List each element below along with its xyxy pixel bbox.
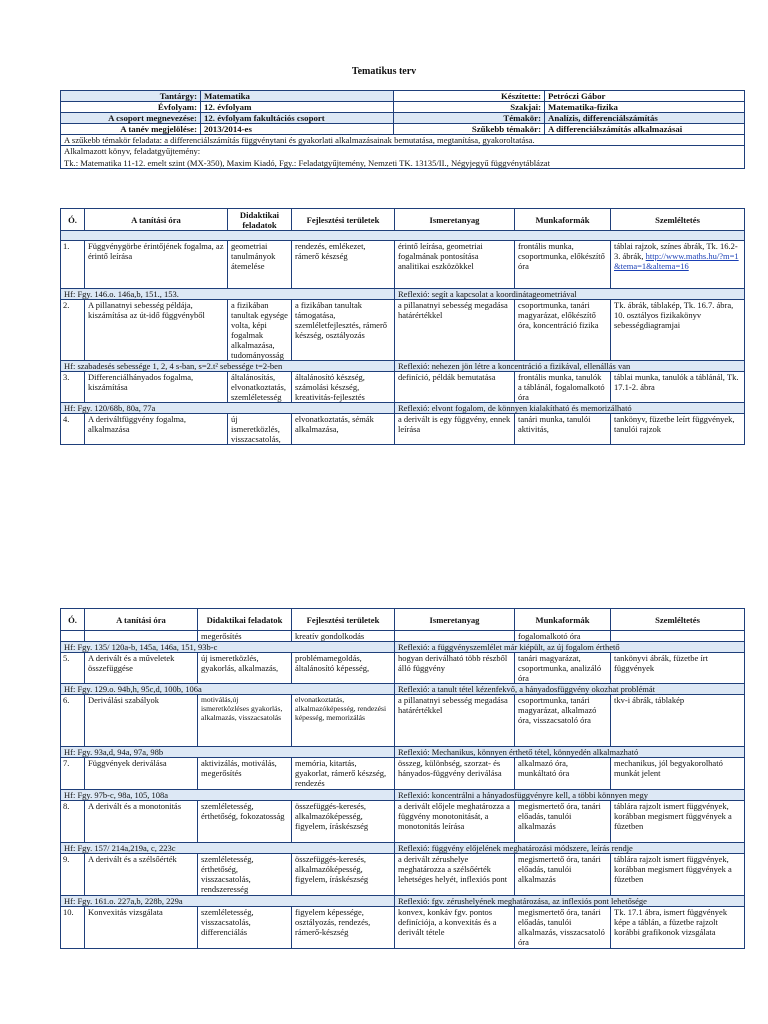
didactic-tasks: motiválás,új ismeretközléses gyakorlás, alkalmazás, visszacsatolás xyxy=(198,695,292,747)
lesson-number: 4. xyxy=(61,414,85,445)
homework-row xyxy=(61,684,745,695)
lesson-topic: A derivált és a szélsőérték xyxy=(85,854,198,896)
meta-row xyxy=(61,113,745,124)
knowledge xyxy=(395,631,515,642)
lesson-number: 10. xyxy=(61,907,85,949)
didactic-tasks: új ismeretközlés, gyakorlás, alkalmazás, xyxy=(198,653,292,684)
header-knowledge: Ismeretanyag xyxy=(395,609,515,631)
lesson-topic: A pillanatnyi sebesség példája, kiszámítása az út-idő függvényből xyxy=(85,300,228,361)
header-didactic: Didaktikai feladatok xyxy=(228,209,292,231)
reflection: Reflexió: a tanult tétel kézenfekvő, a hányadosfüggvény okozhat problémát xyxy=(395,684,745,695)
spacer-row xyxy=(61,231,745,241)
visualization-text: táblai rajzok, színes ábrák, Tk. 16.2-3. ábrák, xyxy=(614,241,738,261)
lesson-number: 7. xyxy=(61,758,85,790)
header-visualization: Szemléltetés xyxy=(611,209,745,231)
meta-label: Készítette: xyxy=(394,91,545,102)
meta-label: Témakör: xyxy=(394,113,545,124)
work-forms: csoportmunka, tanári magyarázat, alkalmazó óra, visszacsatoló óra xyxy=(515,695,611,747)
knowledge: érintő leírása, geometriai fogalmának pontosítása analitikai eszközökkel xyxy=(395,241,515,289)
meta-value: Analízis, differenciálszámítás xyxy=(545,113,745,124)
visualization: tankönyvi ábrák, füzetbe írt függvények xyxy=(611,653,745,684)
didactic-tasks: aktivizálás, motiválás, megerősítés xyxy=(198,758,292,790)
homework: Hf: Fgy. 157/ 214a,219a, c, 223c xyxy=(61,843,395,854)
development-areas: összefüggés-keresés, alkalmazóképesség, figyelem, íráskészség xyxy=(292,854,395,896)
meta-label: Tantárgy: xyxy=(61,91,201,102)
reflection: Reflexió: koncentrálni a hányadosfüggvényre kell, a többi könnyen megy xyxy=(395,790,745,801)
lesson-plan-table-2 xyxy=(60,608,745,949)
lesson-number xyxy=(61,631,85,642)
visualization: Tk. ábrák, táblakép, Tk. 16.7. ábra, 10. osztályos fizikakönyv sebességdiagramjai xyxy=(611,300,745,361)
knowledge: hogyan deriválható több részből álló függvény xyxy=(395,653,515,684)
header-row xyxy=(61,209,745,231)
header-development: Fejlesztési területek xyxy=(292,209,395,231)
development-areas: a fizikában tanultak támogatása, szemléletfejlesztés, rámerő készség, osztályozás xyxy=(292,300,395,361)
knowledge: definíció, példák bemutatása xyxy=(395,372,515,403)
lesson-topic: Deriválási szabályok xyxy=(85,695,198,747)
lesson-row xyxy=(61,414,745,445)
lesson-row xyxy=(61,907,745,949)
development-areas: kreatív gondolkodás xyxy=(292,631,395,642)
knowledge: összeg, különbség, szorzat- és hányados-függvény deriválása xyxy=(395,758,515,790)
lesson-row xyxy=(61,854,745,896)
visualization: táblára rajzolt ismert függvények, korábban megismert függvények a füzetben xyxy=(611,854,745,896)
lesson-row-continued xyxy=(61,631,745,642)
lesson-number: 6. xyxy=(61,695,85,747)
homework-row xyxy=(61,403,745,414)
lesson-row xyxy=(61,758,745,790)
lesson-number: 9. xyxy=(61,854,85,896)
visualization: táblai munka, tanulók a táblánál, Tk. 17.1-2. ábra xyxy=(611,372,745,403)
homework-row xyxy=(61,747,745,758)
visualization: mechanikus, jól begyakorolható munkát jelent xyxy=(611,758,745,790)
work-forms: megismertető óra, tanári előadás, tanulói alkalmazás xyxy=(515,854,611,896)
meta-label: Szakjai: xyxy=(394,102,545,113)
meta-row xyxy=(61,102,745,113)
meta-label: Évfolyam: xyxy=(61,102,201,113)
lesson-number: 5. xyxy=(61,653,85,684)
visualization: táblára rajzolt ismert függvények, korábban megismert függvények a füzetben xyxy=(611,801,745,843)
books-list: Tk.: Matematika 11-12. emelt szint (MX-350), Maxim Kiadó, Fgy.: Feladatgyűjtemény, Nemzeti TK. 13135/II., Négyjegyű függvénytáblázat xyxy=(64,158,550,168)
development-areas: memória, kitartás, gyakorlat, rámerő készség, rendezés xyxy=(292,758,395,790)
lesson-topic xyxy=(85,631,198,642)
lesson-row xyxy=(61,801,745,843)
development-areas: elvonatkoztatás, sémák alkalmazása, xyxy=(292,414,395,445)
didactic-tasks: új ismeretközlés, visszacsatolás, xyxy=(228,414,292,445)
didactic-tasks: megerősítés xyxy=(198,631,292,642)
books-cell xyxy=(61,146,745,169)
homework: Hf: szabadesés sebessége 1, 2, 4 s-ban, s=2.t² sebessége t=2-ben xyxy=(61,361,395,372)
meta-note-row xyxy=(61,135,745,146)
didactic-tasks: szemléletesség, érthetőség, visszacsatolás, rendszeresség xyxy=(198,854,292,896)
knowledge: konvex, konkáv fgv. pontos definíciója, a konvexitás és a derivált tétele xyxy=(395,907,515,949)
lesson-topic: Függvények deriválása xyxy=(85,758,198,790)
maths-link[interactable]: http://www.maths.hu/?m=1&tema=1&altema=16 xyxy=(614,251,739,271)
lesson-topic: Függvénygörbe érintőjének fogalma, az érintő leírása xyxy=(85,241,228,289)
meta-value: A differenciálszámítás alkalmazásai xyxy=(545,124,745,135)
reflection: Reflexió: a függvényszemlélet már kiépült, az új fogalom érthető xyxy=(395,642,745,653)
knowledge: a pillanatnyi sebesség megadása határértékkel xyxy=(395,695,515,747)
lesson-row xyxy=(61,372,745,403)
work-forms: frontális munka, tanulók a táblánál, fogalomalkotó óra xyxy=(515,372,611,403)
development-areas: problémamegoldás, általánosító képesség, xyxy=(292,653,395,684)
document-title: Tematikus terv xyxy=(351,66,417,77)
homework: Hf: Fgy. 93a,d, 94a, 97a, 98b xyxy=(61,747,395,758)
lesson-topic: A derivált és a monotonitás xyxy=(85,801,198,843)
didactic-tasks: szemléletesség, érthetőség, fokozatosság xyxy=(198,801,292,843)
reflection: Reflexió: nehezen jön létre a koncentráció a fizikával, ellenállás van xyxy=(395,361,745,372)
meta-value: Petróczi Gábor xyxy=(545,91,745,102)
reflection: Reflexió: fgv. zérushelyének meghatározása, az inflexiós pont lehetősége xyxy=(395,896,745,907)
header-knowledge: Ismeretanyag xyxy=(395,209,515,231)
work-forms: csoportmunka, tanári magyarázat, előkészítő óra, koncentráció fizika xyxy=(515,300,611,361)
header-row xyxy=(61,609,745,631)
work-forms: fogalomalkotó óra xyxy=(515,631,611,642)
didactic-tasks: geometriai tanulmányok átemelése xyxy=(228,241,292,289)
knowledge: a derivált is egy függvény, ennek leírása xyxy=(395,414,515,445)
homework: Hf: Fgy. 97b-c, 98a, 105, 108a xyxy=(61,790,395,801)
meta-value: Matematika xyxy=(201,91,394,102)
work-forms: alkalmazó óra, munkáltató óra xyxy=(515,758,611,790)
development-areas: elvonatkoztatás, alkalmazóképesség, rendezési képesség, memorizálás xyxy=(292,695,395,747)
development-areas: általánosító készség, számolási készség, kreativitás-fejlesztés xyxy=(292,372,395,403)
homework-row xyxy=(61,790,745,801)
homework-row xyxy=(61,843,745,854)
knowledge: a derivált előjele meghatározza a függvény monotonitását, a monotonitás leírása xyxy=(395,801,515,843)
homework: Hf: Fgy. 135/ 120a-b, 145a, 146a, 151, 93b-c xyxy=(61,642,395,653)
header-visualization: Szemléltetés xyxy=(611,609,745,631)
header-workforms: Munkaformák xyxy=(515,209,611,231)
didactic-tasks: szemléletesség, visszacsatolás, differenciálás xyxy=(198,907,292,949)
visualization: tkv-i ábrák, táblakép xyxy=(611,695,745,747)
reflection: Reflexió: segít a kapcsolat a koordinátageometriával xyxy=(395,289,745,300)
lesson-topic: A derivált és a műveletek összefüggése xyxy=(85,653,198,684)
meta-value: 2013/2014-es xyxy=(201,124,394,135)
reflection: Reflexió: függvény előjelének meghatározási módszere, leírás rendje xyxy=(395,843,745,854)
books-label: Alkalmazott könyv, feladatgyűjtemény: xyxy=(64,146,201,156)
development-areas: összefüggés-keresés, alkalmazóképesség, figyelem, íráskészség xyxy=(292,801,395,843)
spacer-cell xyxy=(61,231,745,241)
lesson-number: 8. xyxy=(61,801,85,843)
development-areas: figyelem képessége, osztályozás, rendezés, rámerő-készség xyxy=(292,907,395,949)
task-description: A szűkebb témakör feladata: a differenciálszámítás függvénytani és gyakorlati alkalmazásainak bemutatása, megtanítása, gyakoroltatása. xyxy=(61,135,745,146)
work-forms: frontális munka, csoportmunka, előkészítő óra xyxy=(515,241,611,289)
meta-note-row xyxy=(61,146,745,169)
work-forms: megismertető óra, tanári előadás, tanulói alkalmazás xyxy=(515,801,611,843)
header-lesson: A tanítási óra xyxy=(85,609,198,631)
meta-value: 12. évfolyam xyxy=(201,102,394,113)
homework-row xyxy=(61,896,745,907)
meta-label: A tanév megjelölése: xyxy=(61,124,201,135)
work-forms: tanári magyarázat, csoportmunka, analizáló óra xyxy=(515,653,611,684)
homework-row xyxy=(61,642,745,653)
header-workforms: Munkaformák xyxy=(515,609,611,631)
header-development: Fejlesztési területek xyxy=(292,609,395,631)
homework: Hf: Fgy. 161.o. 227a,b, 228b, 229a xyxy=(61,896,395,907)
meta-label: Szűkebb témakör: xyxy=(394,124,545,135)
lesson-topic: Konvexitás vizsgálata xyxy=(85,907,198,949)
lesson-topic: A deriváltfüggvény fogalma, alkalmazása xyxy=(85,414,228,445)
homework: Hf: Fgy. 120/68b, 80a, 77a xyxy=(61,403,395,414)
header-num: Ó. xyxy=(61,609,85,631)
homework: Hf: Fgy. 146.o. 146a,b, 151., 153. xyxy=(61,289,395,300)
lesson-row xyxy=(61,300,745,361)
knowledge: a pillanatnyi sebesség megadása határértékkel xyxy=(395,300,515,361)
lesson-row xyxy=(61,695,745,747)
lesson-number: 3. xyxy=(61,372,85,403)
homework: Hf: Fgy. 129.o. 94b,h, 95c,d, 100b, 106a xyxy=(61,684,395,695)
visualization xyxy=(611,241,745,289)
meta-value: Matematika-fizika xyxy=(545,102,745,113)
header-didactic: Didaktikai feladatok xyxy=(198,609,292,631)
visualization xyxy=(611,631,745,642)
meta-row xyxy=(61,91,745,102)
homework-row xyxy=(61,361,745,372)
reflection: Reflexió: elvont fogalom, de könnyen kialakítható és memorizálható xyxy=(395,403,745,414)
meta-value: 12. évfolyam fakultációs csoport xyxy=(201,113,394,124)
visualization: tankönyv, füzetbe leírt függvények, tanulói rajzok xyxy=(611,414,745,445)
lesson-number: 2. xyxy=(61,300,85,361)
header-num: Ó. xyxy=(61,209,85,231)
homework-row xyxy=(61,289,745,300)
didactic-tasks: a fizikában tanultak egysége volta, képi fogalmak alkalmazása, tudományosság xyxy=(228,300,292,361)
lesson-row xyxy=(61,241,745,289)
lesson-row xyxy=(61,653,745,684)
lesson-number: 1. xyxy=(61,241,85,289)
meta-table xyxy=(60,90,745,169)
reflection: Reflexió: Mechanikus, könnyen érthető tétel, könnyedén alkalmazható xyxy=(395,747,745,758)
work-forms: tanári munka, tanulói aktivitás, xyxy=(515,414,611,445)
lesson-topic: Differenciálhányados fogalma, kiszámítása xyxy=(85,372,228,403)
development-areas: rendezés, emlékezet, rámerő készség xyxy=(292,241,395,289)
work-forms: megismertető óra, tanári előadás, tanulói alkalmazás, visszacsatoló óra xyxy=(515,907,611,949)
header-lesson: A tanítási óra xyxy=(85,209,228,231)
didactic-tasks: általánosítás, elvonatkoztatás, szemléletesség xyxy=(228,372,292,403)
meta-row xyxy=(61,124,745,135)
visualization: Tk. 17.1 ábra, ismert függvények képe a táblán, a füzetbe rajzolt korábbi grafikonok vizsgálata xyxy=(611,907,745,949)
lesson-plan-table-1 xyxy=(60,208,745,445)
knowledge: a derivált zérushelye meghatározza a szélsőérték lehetséges helyét, inflexiós pont xyxy=(395,854,515,896)
meta-label: A csoport megnevezése: xyxy=(61,113,201,124)
